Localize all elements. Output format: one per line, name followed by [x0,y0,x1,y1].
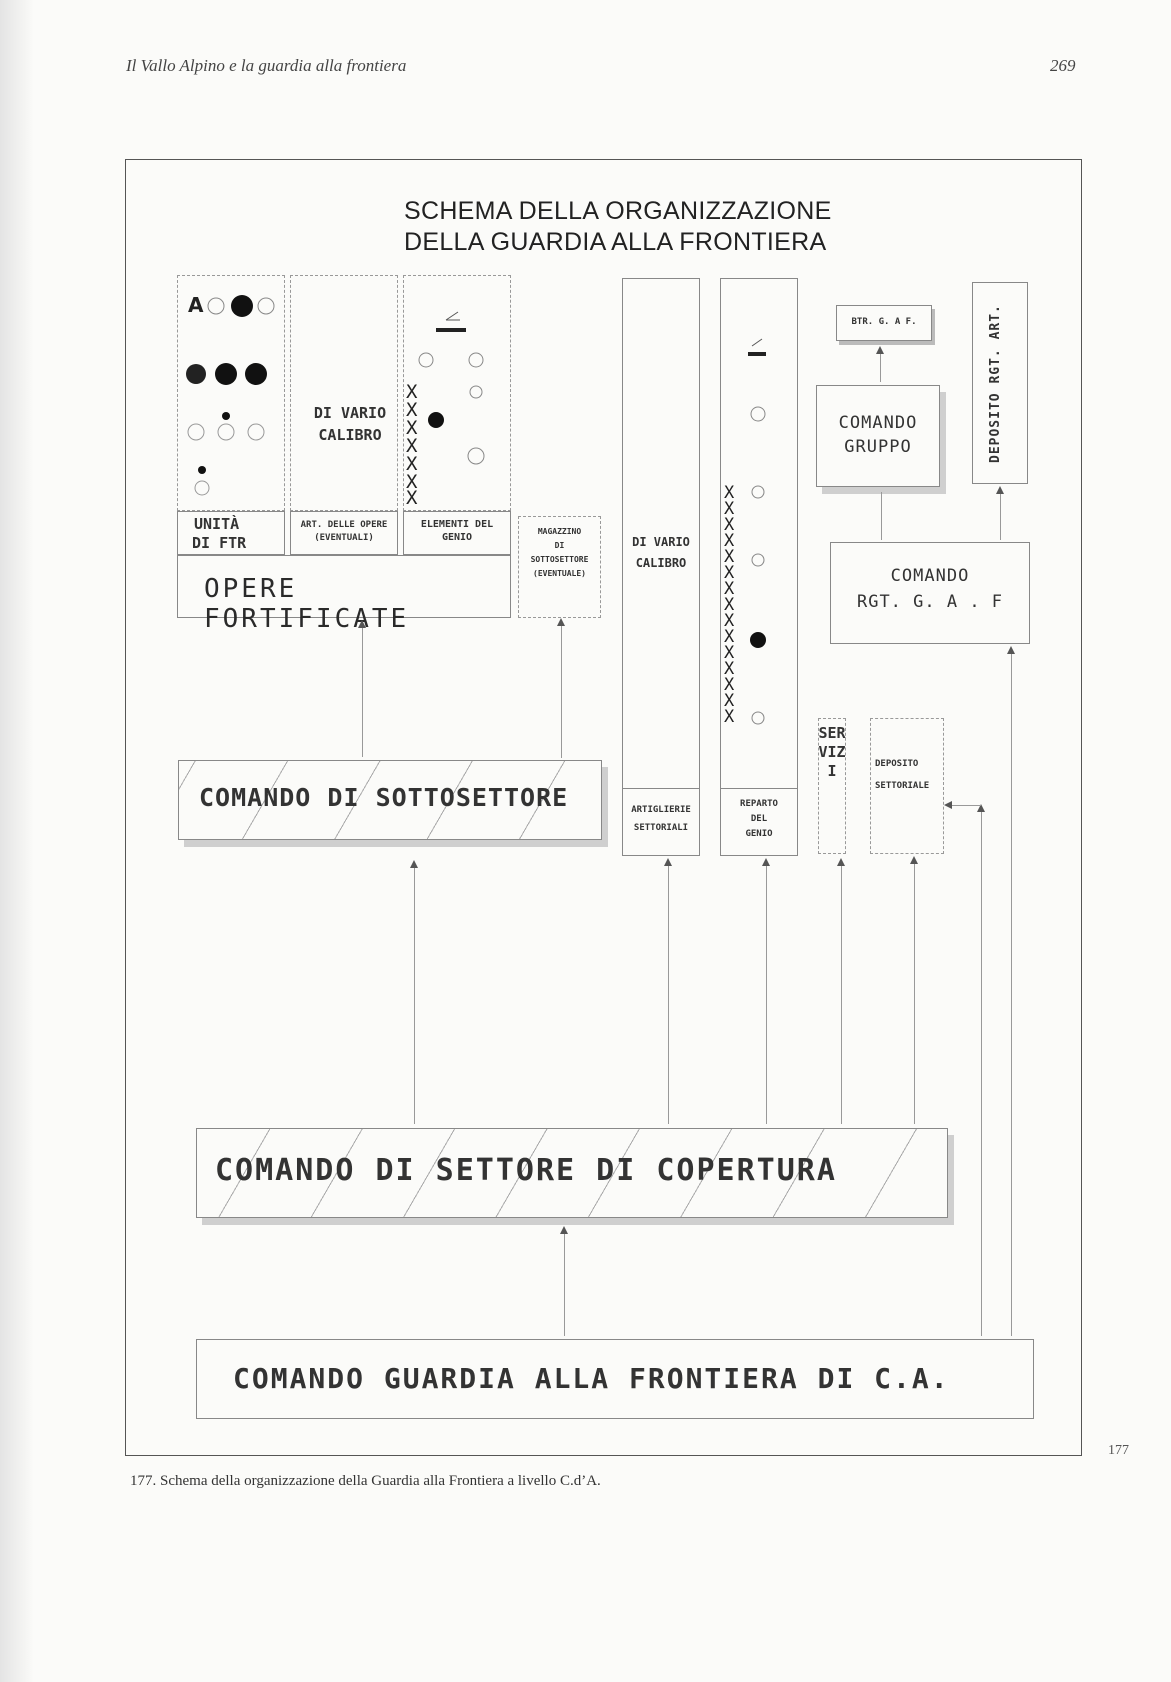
svg-text:X: X [724,659,735,679]
svg-text:X: X [724,691,735,711]
svg-text:X: X [724,627,735,647]
arrow-to-reparto-genio [766,860,767,1124]
svg-text:X: X [724,483,735,503]
svg-text:X: X [406,417,418,439]
arrow-to-deposito-settoriale-side [981,806,982,1336]
svg-text:X: X [406,471,418,493]
arrow-to-sottosettore [414,862,415,1124]
svg-text:X: X [724,531,735,551]
reparto-genio-label: REPARTO DEL GENIO [720,788,798,856]
running-title: Il Vallo Alpino e la guardia alla frontiera [126,56,407,75]
svg-text:A: A [188,293,204,317]
svg-text:X: X [724,675,735,695]
arrow-to-magazzino [561,620,562,758]
artiglieria-opere-column [290,275,398,511]
deposito-rgt-art-label: DEPOSITO RGT. ART. [988,304,1003,464]
reparto-genio-symbols-icon [722,330,796,730]
arrow-to-artiglierie [668,860,669,1124]
comando-rgt-box: COMANDO RGT. G. A . F [830,542,1030,644]
arrow-to-comando-rgt [1011,648,1012,1336]
art-opere-label: ART. DELLE OPERE (EVENTUALI) [290,511,398,555]
arrow-head-deposito [944,801,952,809]
diagram-title-line1: SCHEMA DELLA ORGANIZZAZIONE [404,197,832,225]
btr-gaf-box: BTR. G. A F. [836,305,932,341]
arrow-to-settore [564,1228,565,1336]
troop-symbols-icon [182,282,282,502]
svg-text:X: X [724,707,735,727]
svg-text:X: X [724,499,735,519]
arrow-to-btr [880,348,881,382]
figure-caption: 177. Schema della organizzazione della Guardia alla Frontiera a livello C.d’A. [130,1473,601,1489]
genio-symbols-icon [406,300,508,505]
diagram-title-line2: DELLA GUARDIA ALLA FRONTIERA [404,228,827,256]
comando-sottosettore-box: COMANDO DI SOTTOSETTORE [178,760,602,840]
comando-settore-copertura-box: COMANDO DI SETTORE DI COPERTURA [196,1128,948,1218]
unita-ftr-label: UNITÀ DI FTR [177,511,285,555]
magazzino-label: MAGAZZINO DI SOTTOSETTORE (EVENTUALE) [530,527,589,578]
svg-text:X: X [406,435,418,457]
arrow-to-deposito-rgt [1000,488,1001,540]
arrow-to-opere [362,622,363,757]
genio-label: ELEMENTI DEL GENIO [403,511,511,555]
svg-text:X: X [724,595,735,615]
arrow-to-servizi [841,860,842,1124]
svg-text:X: X [724,611,735,631]
opere-vario-calibro: DI VARIO CALIBRO [313,404,387,444]
servizi-label: SERVIZI [818,724,846,780]
connector-gruppo-rgt [881,492,882,540]
arrow-to-deposito-settoriale [914,858,915,1124]
figure-number: 177 [1108,1443,1129,1458]
comando-guardia-box: COMANDO GUARDIA ALLA FRONTIERA DI C.A. [196,1339,1034,1419]
svg-text:X: X [406,399,418,421]
svg-text:X: X [724,563,735,583]
svg-text:X: X [406,453,418,475]
magazzino-box [518,516,601,618]
opere-fortificate-box: OPERE FORTIFICATE [177,555,511,618]
artiglierie-settoriali-label: ARTIGLIERIE SETTORIALI [622,788,700,856]
svg-text:X: X [406,487,418,505]
svg-text:X: X [724,547,735,567]
diagram-title [404,196,832,258]
svg-text:X: X [406,381,418,403]
deposito-settoriale-box: DEPOSITO SETTORIALE [870,718,944,854]
page-gutter [0,0,34,1682]
comando-gruppo-box: COMANDO GRUPPO [816,385,940,487]
svg-text:X: X [724,643,735,663]
svg-text:X: X [724,579,735,599]
svg-text:X: X [724,515,735,535]
page-number: 269 [1050,56,1076,75]
artiglierie-vario-calibro: DI VARIO CALIBRO [632,535,690,570]
